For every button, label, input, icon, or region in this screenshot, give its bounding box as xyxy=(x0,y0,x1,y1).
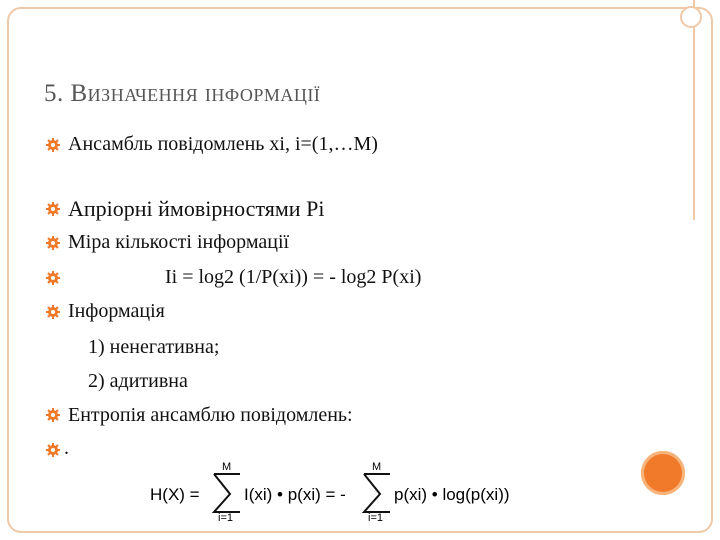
sigma-icon xyxy=(214,474,240,512)
bullet-text: Апріорні ймовірностями Pi xyxy=(68,196,325,221)
gear-icon xyxy=(46,271,60,285)
gear-icon xyxy=(46,138,60,152)
bullet-text: Ентропія ансамблю повідомлень: xyxy=(68,404,353,426)
bullet-text: Міра кількості інформації xyxy=(68,231,290,253)
sum-bottom: i=1 xyxy=(368,512,383,524)
entropy-formula xyxy=(150,458,530,528)
gear-icon xyxy=(46,202,60,216)
bullet-text: 2) адитивна xyxy=(88,370,188,392)
gear-icon xyxy=(46,443,60,457)
bullet-text: . xyxy=(64,437,69,459)
gear-icon xyxy=(46,305,60,319)
sum-top: M xyxy=(372,461,382,473)
decor-line xyxy=(693,0,695,220)
formula-lhs: H(X) = xyxy=(150,485,200,504)
formula-term2: p(xi) • log(p(xi)) xyxy=(394,485,510,504)
slide-title: 5. Визначення інформації xyxy=(44,80,321,107)
gear-icon xyxy=(46,236,60,250)
bullet-text: Ансамбль повідомлень xi, i=(1,…M) xyxy=(68,133,378,155)
sum-top: M xyxy=(222,461,232,473)
formula-term1: I(xi) • p(xi) = - xyxy=(244,485,346,504)
gear-icon xyxy=(46,408,60,422)
bullet-text: Ii = log2 (1/P(xi)) = - log2 P(xi) xyxy=(165,266,422,288)
bullet-text: Інформація xyxy=(68,300,165,322)
sigma-icon xyxy=(364,474,390,512)
decor-circle-large xyxy=(641,451,685,495)
sum-bottom: i=1 xyxy=(218,512,233,524)
decor-circle-small xyxy=(680,6,702,28)
bullet-text: 1) ненегативна; xyxy=(88,336,220,358)
